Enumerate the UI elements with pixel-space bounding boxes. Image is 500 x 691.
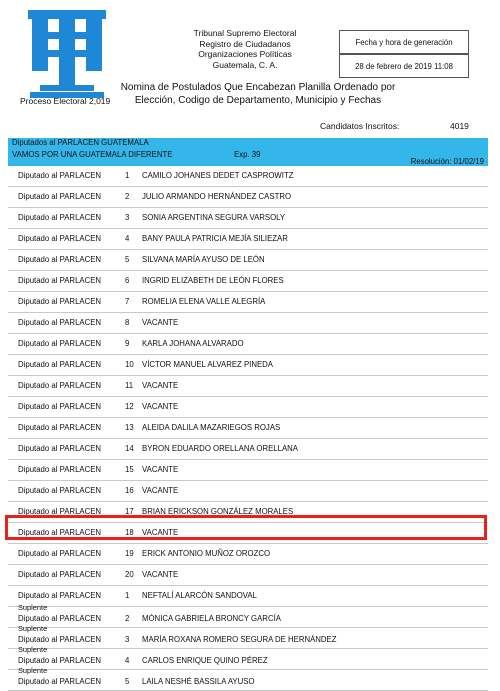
row-name: BANY PAULA PATRICIA MEJÍA SILIEZAR xyxy=(142,234,288,243)
row-number: 3 xyxy=(125,213,130,222)
row-number: 2 xyxy=(125,192,130,201)
table-row xyxy=(8,271,488,292)
table-row xyxy=(8,460,488,481)
org-line: Tribunal Supremo Electoral xyxy=(193,28,297,38)
organization-header xyxy=(175,28,315,70)
table-row xyxy=(8,166,488,187)
row-cargo: Diputado al PARLACEN xyxy=(18,444,102,453)
candidate-list xyxy=(8,166,488,691)
inscritos-count: 4019 xyxy=(450,121,469,131)
row-cargo: Diputado al PARLACEN xyxy=(18,402,102,411)
table-row xyxy=(8,624,488,649)
row-number: 4 xyxy=(125,234,130,243)
row-type: Suplente xyxy=(18,666,48,675)
election-band: Diputados al PARLACEN GUATEMALA xyxy=(8,138,488,148)
row-cargo: Diputado al PARLACEN xyxy=(18,570,102,579)
org-line: Registro de Ciudadanos xyxy=(199,38,291,49)
row-cargo: Diputado al PARLACEN xyxy=(18,656,102,665)
party-name: VAMOS POR UNA GUATEMALA DIFERENTE xyxy=(12,150,173,159)
highlight-box xyxy=(5,515,487,540)
row-cargo: Diputado al PARLACEN xyxy=(18,465,102,474)
row-number: 1 xyxy=(125,591,130,600)
row-cargo: Diputado al PARLACEN xyxy=(18,591,102,600)
table-row xyxy=(8,586,488,607)
row-cargo: Diputado al PARLACEN xyxy=(18,297,102,306)
row-number: 20 xyxy=(125,570,134,579)
row-cargo: Diputado al PARLACEN xyxy=(18,339,102,348)
row-cargo: Diputado al PARLACEN xyxy=(18,614,102,623)
report-title xyxy=(108,82,408,107)
row-name: VÍCTOR MANUEL ALVAREZ PINEDA xyxy=(142,360,273,369)
row-cargo: Diputado al PARLACEN xyxy=(18,171,102,180)
table-row xyxy=(8,187,488,208)
row-name: VACANTE xyxy=(142,318,179,327)
table-row xyxy=(8,666,488,691)
table-row xyxy=(8,334,488,355)
row-cargo: Diputado al PARLACEN xyxy=(18,507,102,516)
table-row xyxy=(8,645,488,670)
row-name: ALEIDA DALILA MAZARIEGOS ROJAS xyxy=(142,423,281,432)
row-name: KARLA JOHANA ALVARADO xyxy=(142,339,244,348)
table-row xyxy=(8,292,488,313)
table-row xyxy=(8,418,488,439)
row-cargo: Diputado al PARLACEN xyxy=(18,423,102,432)
row-number: 14 xyxy=(125,444,134,453)
row-cargo: Diputado al PARLACEN xyxy=(18,486,102,495)
party-band xyxy=(8,148,488,166)
row-cargo: Diputado al PARLACEN xyxy=(18,318,102,327)
org-line: Organizaciones Políticas xyxy=(198,49,292,59)
table-row xyxy=(8,603,488,628)
row-name: CAMILO JOHANES DEDET CASPROWITZ xyxy=(142,171,294,180)
row-name: SILVANA MARÍA AYUSO DE LEÓN xyxy=(142,255,265,264)
table-row xyxy=(8,250,488,271)
row-name: JULIO ARMANDO HERNÁNDEZ CASTRO xyxy=(142,192,292,201)
org-line: Guatemala, C. A. xyxy=(212,59,278,70)
row-number: 6 xyxy=(125,276,130,285)
table-row xyxy=(8,229,488,250)
row-name: VACANTE xyxy=(142,381,179,390)
row-cargo: Diputado al PARLACEN xyxy=(18,192,102,201)
row-name: VACANTE xyxy=(142,486,179,495)
row-name: VACANTE xyxy=(142,528,179,537)
row-name: LAILA NESHÉ BASSILA AYUSO xyxy=(142,677,255,686)
row-cargo: Diputado al PARLACEN xyxy=(18,549,102,558)
row-number: 4 xyxy=(125,656,130,665)
proceso-electoral: Proceso Electoral 2,019 xyxy=(20,96,111,106)
table-row xyxy=(8,313,488,334)
row-name: ERICK ANTONIO MUÑOZ OROZCO xyxy=(142,549,271,558)
row-cargo: Diputado al PARLACEN xyxy=(18,635,102,644)
row-name: BRIAN ERICKSON GONZÁLEZ MORALES xyxy=(142,507,294,516)
row-cargo: Diputado al PARLACEN xyxy=(18,255,102,264)
row-number: 2 xyxy=(125,614,130,623)
row-name: VACANTE xyxy=(142,465,179,474)
row-number: 11 xyxy=(125,381,134,390)
row-number: 10 xyxy=(125,360,134,369)
row-cargo: Diputado al PARLACEN xyxy=(18,234,102,243)
row-type: Suplente xyxy=(18,645,48,654)
row-cargo: Diputado al PARLACEN xyxy=(18,677,102,686)
row-cargo: Diputado al PARLACEN xyxy=(18,213,102,222)
row-cargo: Diputado al PARLACEN xyxy=(18,381,102,390)
row-number: 1 xyxy=(125,171,130,180)
fecha-label-box: Fecha y hora de generación xyxy=(339,30,469,54)
row-cargo: Diputado al PARLACEN xyxy=(18,276,102,285)
table-row xyxy=(8,481,488,502)
row-name: ROMELIA ELENA VALLE ALEGRÍA xyxy=(142,297,266,306)
table-row xyxy=(8,376,488,397)
row-name: SONIA ARGENTINA SEGURA VARSOLY xyxy=(142,213,286,222)
table-row xyxy=(8,565,488,586)
row-number: 17 xyxy=(125,507,134,516)
row-number: 13 xyxy=(125,423,134,432)
expediente: Exp. 39 xyxy=(234,150,261,159)
row-number: 7 xyxy=(125,297,130,306)
row-number: 3 xyxy=(125,635,130,644)
row-number: 15 xyxy=(125,465,134,474)
resolucion: Resolución: 01/02/19 xyxy=(410,157,484,166)
row-number: 18 xyxy=(125,528,134,537)
row-number: 16 xyxy=(125,486,134,495)
row-name: BYRON EDUARDO ORELLANA ORELLANA xyxy=(142,444,298,453)
row-type: Suplente xyxy=(18,624,48,633)
table-row xyxy=(8,208,488,229)
fecha-value-box: 28 de febrero de 2019 11:08 xyxy=(339,54,469,78)
row-name: INGRID ELIZABETH DE LEÓN FLORES xyxy=(142,276,284,285)
title-line: Elección, Codigo de Departamento, Municipio y Fechas xyxy=(134,94,382,106)
row-cargo: Diputado al PARLACEN xyxy=(18,528,102,537)
inscritos-label: Candidatos Inscritos: xyxy=(320,121,400,131)
row-type: Suplente xyxy=(18,603,48,612)
row-name: VACANTE xyxy=(142,402,179,411)
row-number: 19 xyxy=(125,549,134,558)
title-line: Nomina de Postulados Que Encabezan Planilla Ordenado por xyxy=(120,82,396,93)
row-number: 8 xyxy=(125,318,130,327)
table-row xyxy=(8,397,488,418)
row-name: VACANTE xyxy=(142,570,179,579)
tse-logo xyxy=(28,10,106,98)
row-number: 5 xyxy=(125,255,130,264)
row-name: MARÍA ROXANA ROMERO SEGURA DE HERNÁNDEZ xyxy=(142,635,337,644)
row-name: MÓNICA GABRIELA BRONCY GARCÍA xyxy=(142,614,281,623)
row-cargo: Diputado al PARLACEN xyxy=(18,360,102,369)
row-name: CARLOS ENRIQUE QUINO PÉREZ xyxy=(142,656,268,665)
row-number: 5 xyxy=(125,677,130,686)
row-number: 12 xyxy=(125,402,134,411)
row-number: 9 xyxy=(125,339,130,348)
table-row xyxy=(8,544,488,565)
table-row xyxy=(8,355,488,376)
row-name: NEFTALÍ ALARCÓN SANDOVAL xyxy=(142,591,257,600)
table-row xyxy=(8,439,488,460)
